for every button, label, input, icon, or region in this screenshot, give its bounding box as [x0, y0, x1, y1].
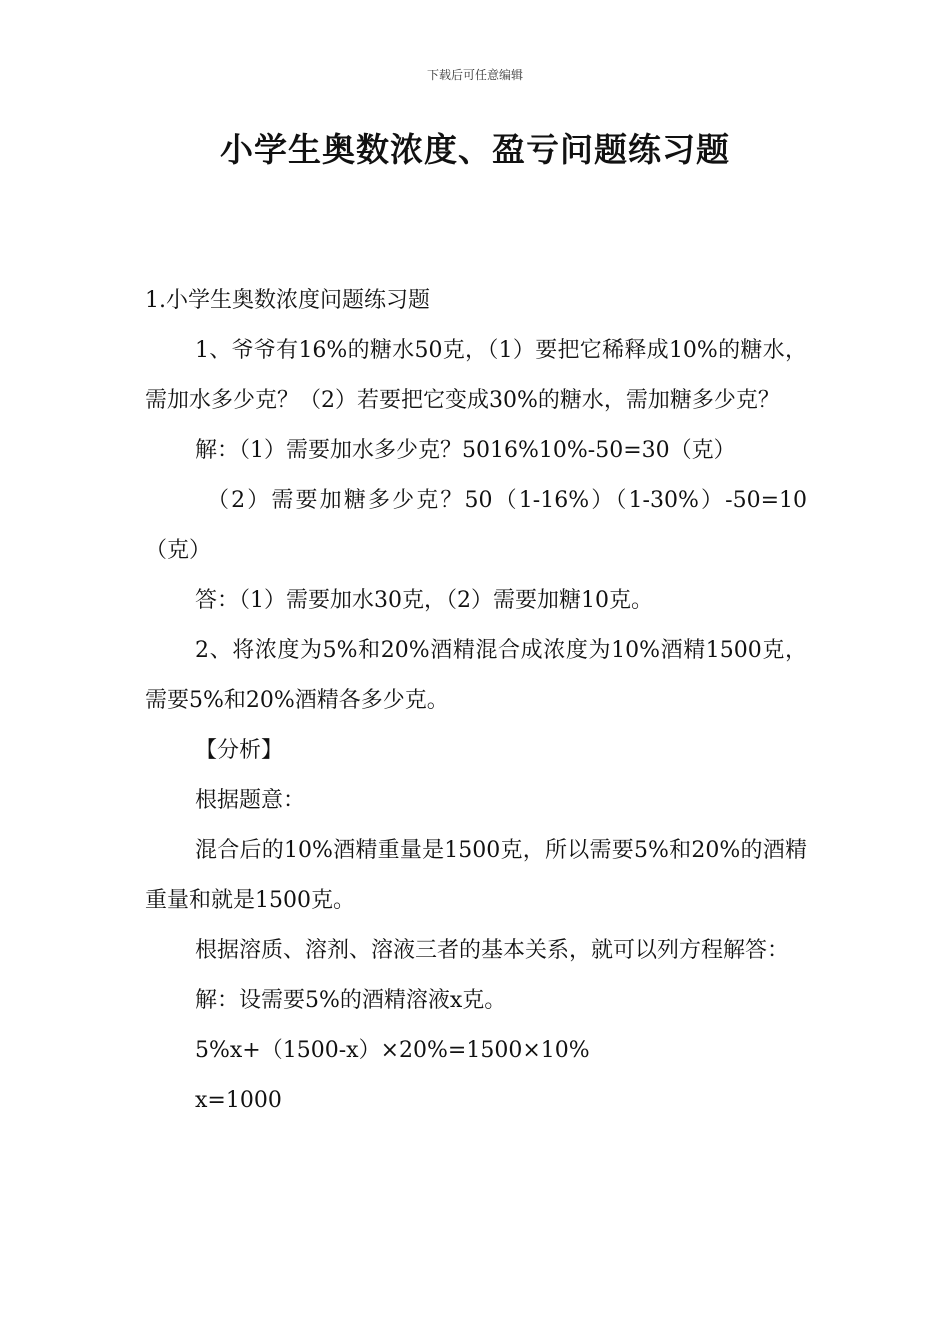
paragraph-answer-1: 答：（1）需要加水30克，（2）需要加糖10克。: [195, 588, 653, 613]
paragraph-solution-1b: （2）需要加糖多少克？50（1-16%）（1-30%）-50=10（克）: [145, 488, 807, 563]
section-heading: 1.小学生奥数浓度问题练习题: [145, 288, 430, 313]
paragraph-question-1: 1、爷爷有16%的糖水50克，（1）要把它稀释成10%的糖水，需加水多少克？（2）若要把它变成30%的糖水，需加糖多少克？: [145, 338, 807, 413]
paragraph-solution-2: 解：设需要5%的酒精溶液x克。: [195, 988, 507, 1013]
paragraph-analysis-intro: 根据题意：: [195, 788, 306, 813]
result-line: x=1000: [195, 1088, 282, 1113]
equation-line: 5%x+（1500-x）×20%=1500×10%: [195, 1038, 590, 1063]
paragraph-analysis-2: 根据溶质、溶剂、溶液三者的基本关系，就可以列方程解答：: [195, 938, 790, 963]
paragraph-analysis-1: 混合后的10%酒精重量是1500克，所以需要5%和20%的酒精重量和就是1500克。: [145, 838, 807, 913]
paragraph-solution-1a: 解：（1）需要加水多少克？5016%10%-50=30（克）: [195, 438, 736, 463]
paragraph-analysis-heading: 【分析】: [195, 738, 284, 763]
document-title: 小学生奥数浓度、盈亏问题练习题: [220, 130, 730, 169]
document-body: [145, 276, 807, 1126]
paragraph-question-2: 2、将浓度为5%和20%酒精混合成浓度为10%酒精1500克，需要5%和20%酒精各多少克。: [145, 638, 807, 713]
header-note: 下载后可任意编辑: [426, 68, 523, 82]
